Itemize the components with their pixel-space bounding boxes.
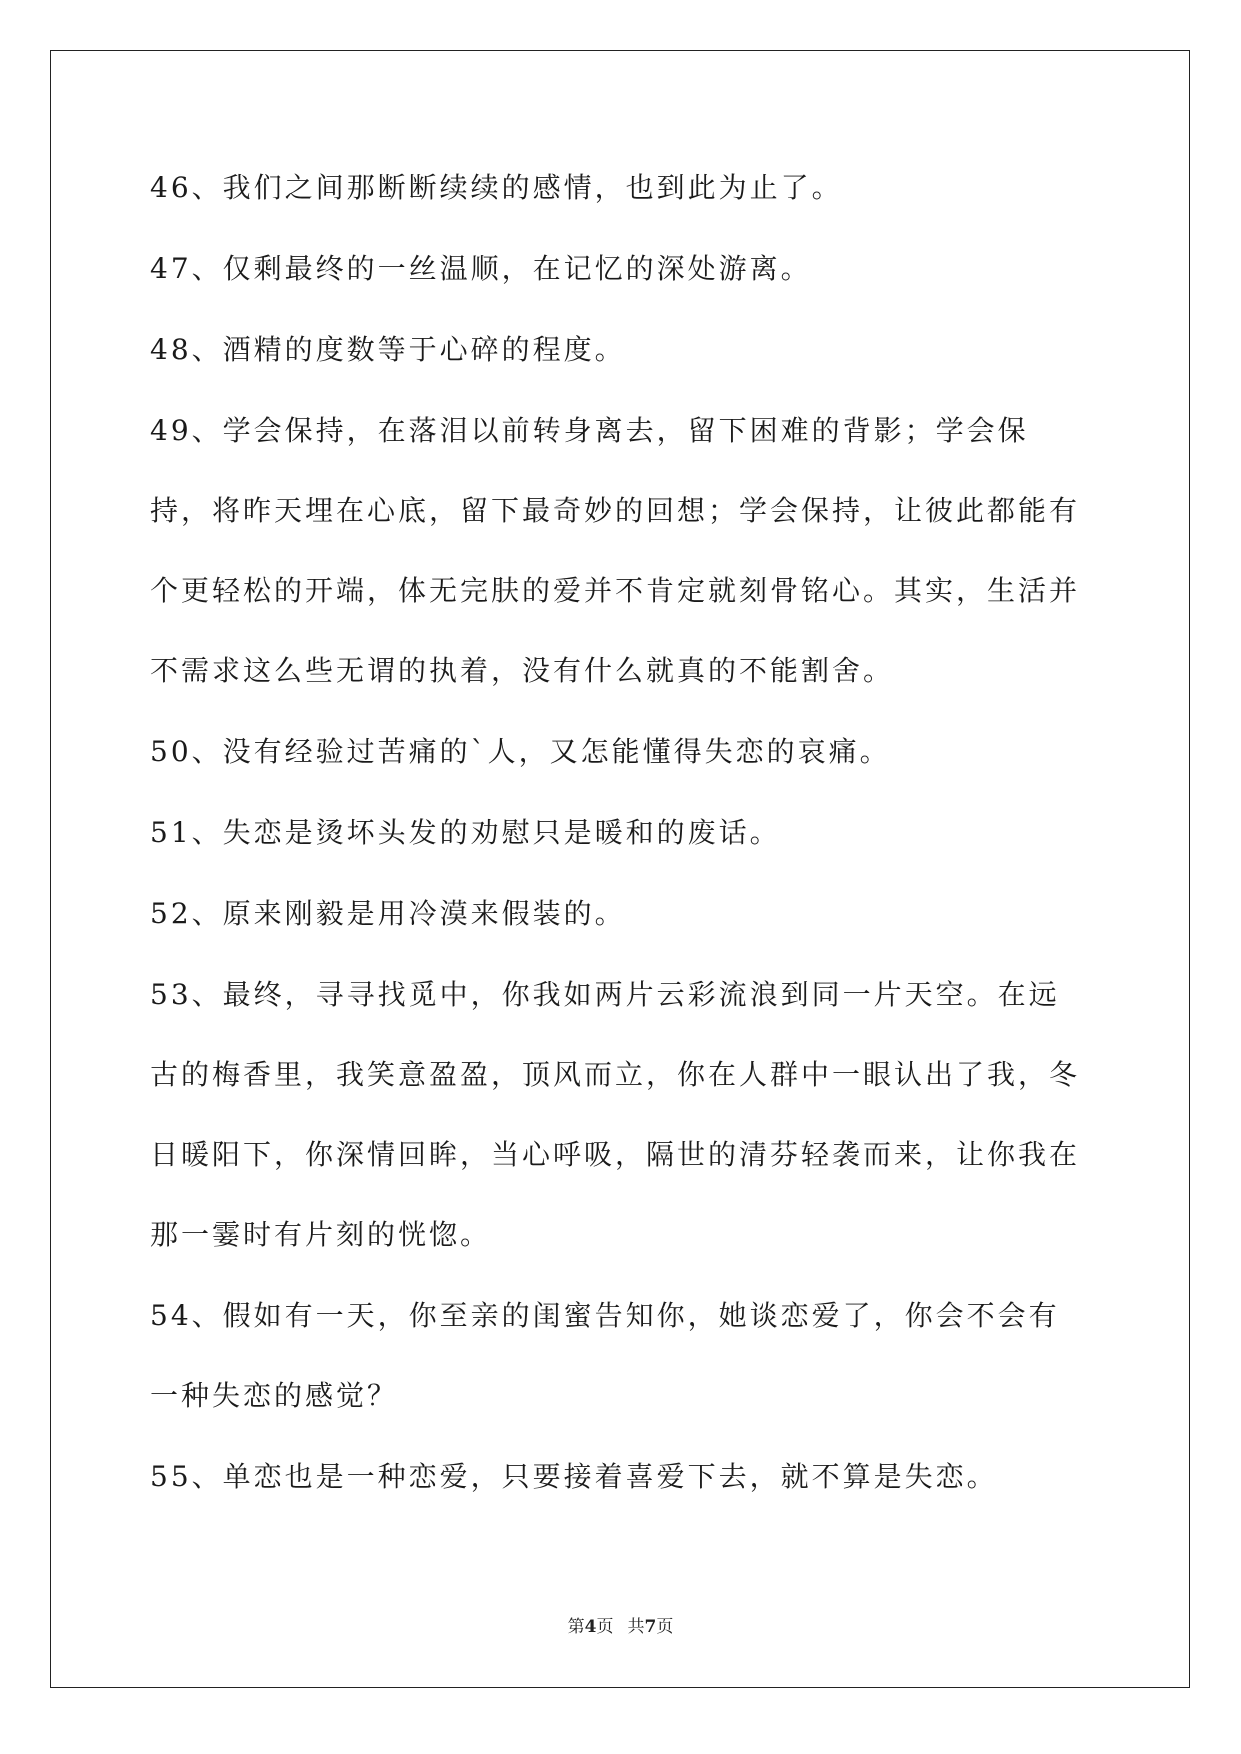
total-pages-number: 7 <box>644 1617 657 1637</box>
paragraph-53: 53、最终，寻寻找觅中，你我如两片云彩流浪到同一片天空。在远古的梅香里，我笑意盈盈，顶风而立，你在人群中一眼认出了我，冬日暖阳下，你深情回眸，当心呼吸，隔世的清芬轻袭而来，让你我在那一霎时有片刻的恍惚。 <box>150 978 1081 1251</box>
paragraph-47: 47、仅剩最终的一丝温顺，在记忆的深处游离。 <box>150 252 812 285</box>
paragraph-49: 49、学会保持，在落泪以前转身离去，留下困难的背影；学会保持，将昨天埋在心底，留下最奇妙的回想；学会保持，让彼此都能有个更轻松的开端，体无完肤的爱并不肯定就刻骨铭心。其实，生活并不需求这么些无谓的执着，没有什么就真的不能割舍。 <box>150 414 1081 687</box>
footer-page-suffix: 页 <box>596 1617 614 1637</box>
paragraph-55: 55、单恋也是一种恋爱，只要接着喜爱下去，就不算是失恋。 <box>150 1460 998 1493</box>
paragraph-46: 46、我们之间那断断续续的感情，也到此为止了。 <box>150 171 843 204</box>
current-page-number: 4 <box>584 1617 597 1637</box>
footer-prefix: 第 <box>567 1617 585 1637</box>
paragraph-50: 50、没有经验过苦痛的`人，又怎能懂得失恋的哀痛。 <box>150 735 891 768</box>
paragraph-48: 48、酒精的度数等于心碎的程度。 <box>150 333 626 366</box>
footer-total-prefix: 共 <box>627 1617 645 1637</box>
paragraph-54: 54、假如有一天，你至亲的闺蜜告知你，她谈恋爱了，你会不会有一种失恋的感觉？ <box>150 1299 1060 1412</box>
document-body <box>150 168 1080 1538</box>
paragraph-51: 51、失恋是烫坏头发的劝慰只是暖和的废话。 <box>150 816 781 849</box>
paragraph-52: 52、原来刚毅是用冷漠来假装的。 <box>150 897 626 930</box>
page-footer <box>0 1612 1241 1637</box>
footer-total-suffix: 页 <box>656 1617 674 1637</box>
